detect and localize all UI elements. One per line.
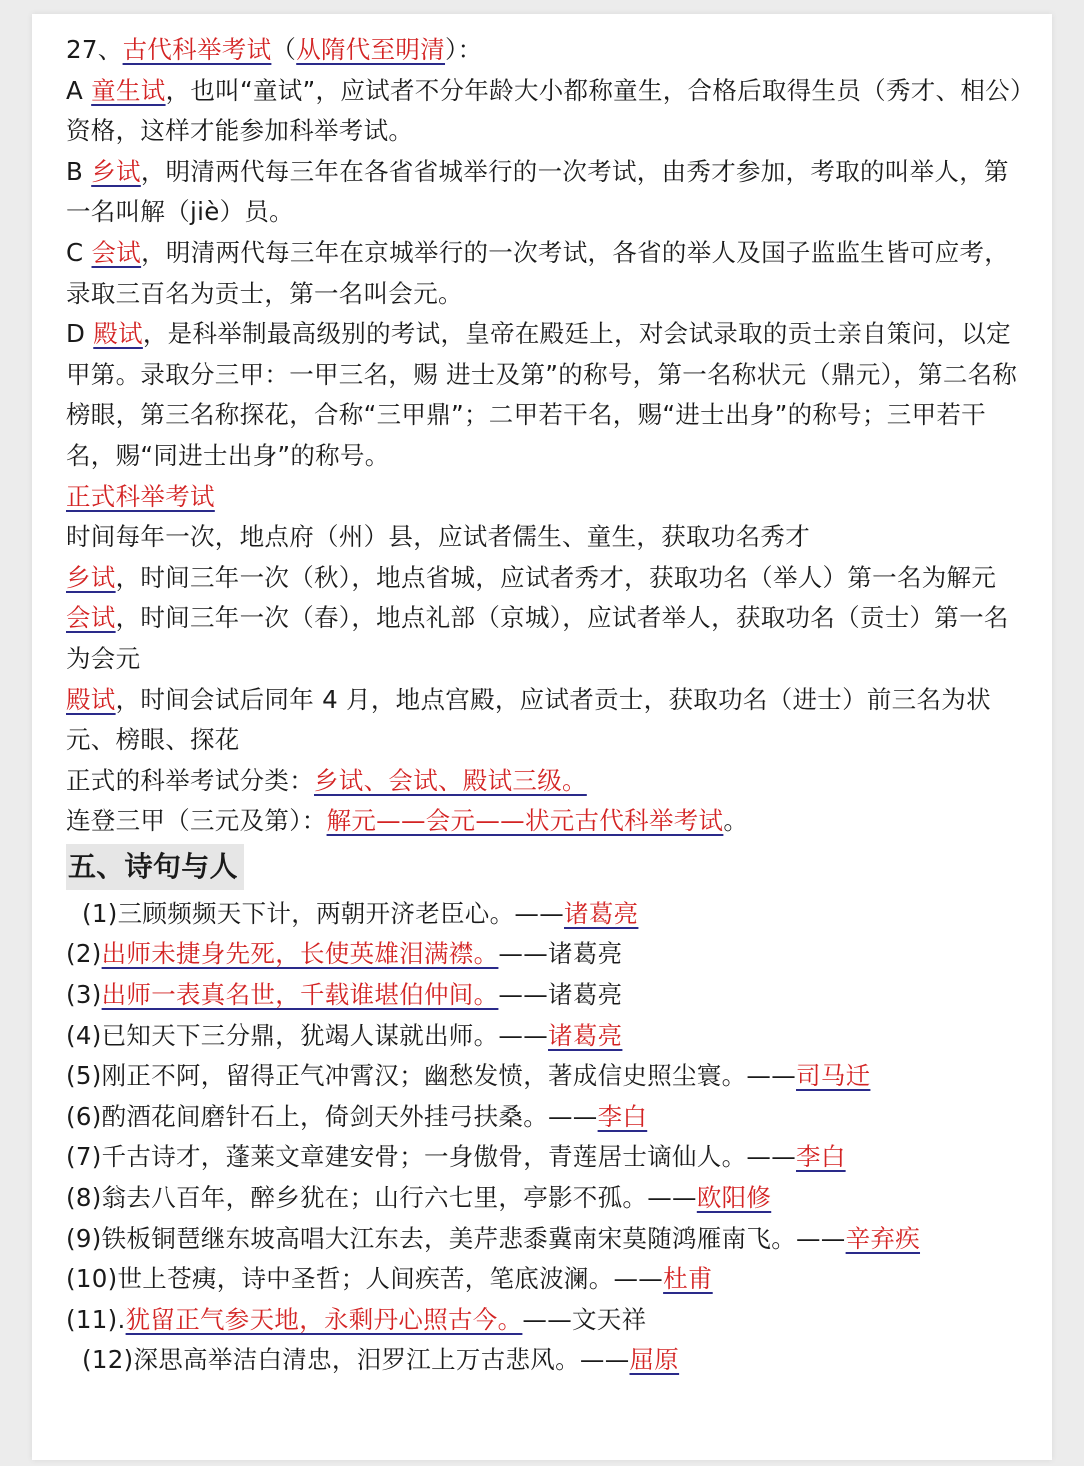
paren: ）：: [445, 35, 483, 64]
poem-author: ——诸葛亮: [498, 980, 623, 1010]
poem-text: 翁去八百年，醉乡犹在；山行六七里，亭影不孤。——: [101, 1183, 697, 1213]
entry-term: 殿试: [93, 319, 143, 349]
entry-term: 乡试: [91, 156, 141, 186]
paren: （: [271, 35, 297, 64]
keju-title: 古代科举考试: [122, 35, 272, 64]
poem-text: 出师未捷身先死，长使英雄泪满襟。: [101, 939, 499, 969]
entry-letter: B: [66, 156, 92, 186]
poem-text: 铁板铜琶继东坡高唱大江东去，美芹悲黍冀南宋莫随鸿雁南飞。——: [101, 1223, 846, 1253]
page-sheet: [32, 14, 1052, 1460]
poem-text: 深思高举洁白清忠，汨罗江上万古悲风。——: [133, 1345, 630, 1375]
poem-author: ——文天祥: [522, 1304, 647, 1334]
poem-line: [66, 1259, 1026, 1300]
entry-letter: C: [66, 237, 92, 267]
entry-text: ，明清两代每三年在各省省城举行的一次考试，由秀才参加，考取的叫举人，第一名叫解（jiè）员。: [66, 156, 1009, 227]
classification-label: 正式的科举考试分类：: [66, 765, 314, 795]
poem-line: [66, 1056, 1026, 1097]
poem-list: [66, 894, 1026, 1381]
poem-author: 司马迁: [796, 1061, 871, 1091]
poem-number: (7): [66, 1142, 102, 1172]
entry-text: ，是科举制最高级别的考试，皇帝在殿廷上，对会试录取的贡士亲自策问，以定甲第。录取分三甲：一甲三名，赐 进士及第”的称号，第一名称状元（鼎元），第二名称榜眼，第三名称探花，合称“三甲鼎”；二甲若干名，赐“进士出身”的称号；三甲若干名，赐“同进士出身”的称号。: [66, 319, 1018, 470]
huishi-line: [66, 598, 1026, 679]
entry-term: 会试: [91, 237, 142, 267]
classification-value: 乡试、会试、殿试三级。: [314, 765, 587, 795]
poem-author: 诸葛亮: [548, 1020, 623, 1050]
poem-line: [66, 1178, 1026, 1219]
entry-term: 童生试: [91, 75, 166, 105]
poem-line: [66, 1016, 1026, 1057]
poem-number: (11).: [66, 1304, 126, 1334]
poem-number: (2): [66, 939, 102, 969]
poem-text: 三顾频频天下计，两朝开济老臣心。——: [117, 898, 565, 928]
poem-line: [66, 894, 1026, 935]
classification-line: [66, 761, 1026, 802]
poem-text: 刚正不阿，留得正气冲霄汉；幽愁发愤，著成信史照尘寰。——: [101, 1061, 797, 1091]
entry-text: ，也叫“童试”，应试者不分年龄大小都称童生，合格后取得生员（秀才、相公）资格，这样才能参加科举考试。: [66, 75, 1023, 146]
poem-author: 屈原: [629, 1345, 680, 1375]
dianshi-text: ，时间会试后同年 4 月，地点宫殿，应试者贡士，获取功名（进士）前三名为状元、榜眼、探花: [66, 684, 991, 755]
huishi-text: ，时间三年一次（春），地点礼部（京城），应试者举人，获取功名（贡士）第一名为会元: [66, 603, 1009, 673]
poem-author: 诸葛亮: [564, 898, 639, 928]
poem-author: 李白: [796, 1142, 846, 1172]
dianshi-line: [66, 680, 1026, 761]
entry-c: [66, 233, 1026, 314]
poem-line: [66, 1340, 1026, 1381]
entry-letter: D: [66, 319, 94, 349]
poem-number: (8): [66, 1183, 102, 1213]
poem-line: [66, 1219, 1026, 1260]
formal-exam-line: 时间每年一次，地点府（州）县，应试者儒生、童生，获取功名秀才: [66, 522, 810, 552]
poem-text: 酌酒花间磨针石上，倚剑天外挂弓扶桑。——: [101, 1101, 598, 1131]
poem-number: (4): [66, 1020, 102, 1050]
liandeng-value: 解元——会元——状元古代科举考试: [326, 806, 724, 836]
poem-line: [66, 975, 1026, 1016]
poem-number: (12): [82, 1345, 134, 1375]
poem-number: (9): [66, 1223, 102, 1253]
entry-a: [66, 71, 1026, 152]
document-content: [66, 30, 1026, 1381]
formal-exam-title: [66, 477, 1026, 518]
entry-b: [66, 152, 1026, 233]
section-heading: 五、诗句与人: [66, 844, 244, 890]
poem-text: 千古诗才，蓬莱文章建安骨；一身傲骨，青莲居士谪仙人。——: [101, 1142, 797, 1172]
formal-exam-heading: 正式科举考试: [66, 481, 215, 511]
poem-text: 已知天下三分鼎，犹竭人谋就出师。——: [101, 1020, 549, 1050]
entry-d: [66, 314, 1026, 476]
poem-author: 辛弃疾: [845, 1223, 921, 1253]
poem-line: [66, 1097, 1026, 1138]
poem-text: 出师一表真名世，千载谁堪伯仲间。: [101, 980, 499, 1010]
poem-text: 犹留正气参天地，永剩丹心照古今。: [125, 1304, 523, 1334]
poem-author: 杜甫: [663, 1264, 713, 1294]
liandeng-label: 连登三甲（三元及第）：: [66, 806, 327, 836]
item-27-title: [66, 30, 1026, 71]
xiangshi-term: 乡试: [66, 562, 116, 592]
entry-text: ，明清两代每三年在京城举行的一次考试，各省的举人及国子监监生皆可应考，录取三百名为贡士，第一名叫会元。: [66, 237, 1010, 308]
xiangshi-line: [66, 558, 1026, 599]
poem-number: (3): [66, 980, 102, 1010]
liandeng-line: [66, 801, 1026, 842]
poem-line: [66, 1300, 1026, 1341]
poem-number: (1): [82, 898, 118, 928]
poem-number: (5): [66, 1061, 102, 1091]
huishi-term: 会试: [66, 603, 116, 633]
poem-line: [66, 1137, 1026, 1178]
xiangshi-text: ，时间三年一次（秋），地点省城，应试者秀才，获取功名（举人）第一名为解元: [115, 562, 997, 592]
liandeng-end: 。: [723, 806, 749, 836]
item-number: 27、: [66, 35, 123, 64]
dynasty-range: 从隋代至明清: [296, 35, 446, 64]
poem-author: 欧阳修: [696, 1183, 772, 1213]
poem-number: (6): [66, 1101, 102, 1131]
poem-text: 世上苍痍，诗中圣哲；人间疾苦，笔底波澜。——: [117, 1264, 664, 1294]
poem-line: [66, 934, 1026, 975]
poem-number: (10): [66, 1264, 118, 1294]
entry-letter: A: [66, 75, 92, 105]
poem-author: 李白: [597, 1101, 648, 1131]
dianshi-term: 殿试: [66, 684, 116, 714]
poem-author: ——诸葛亮: [498, 939, 623, 969]
